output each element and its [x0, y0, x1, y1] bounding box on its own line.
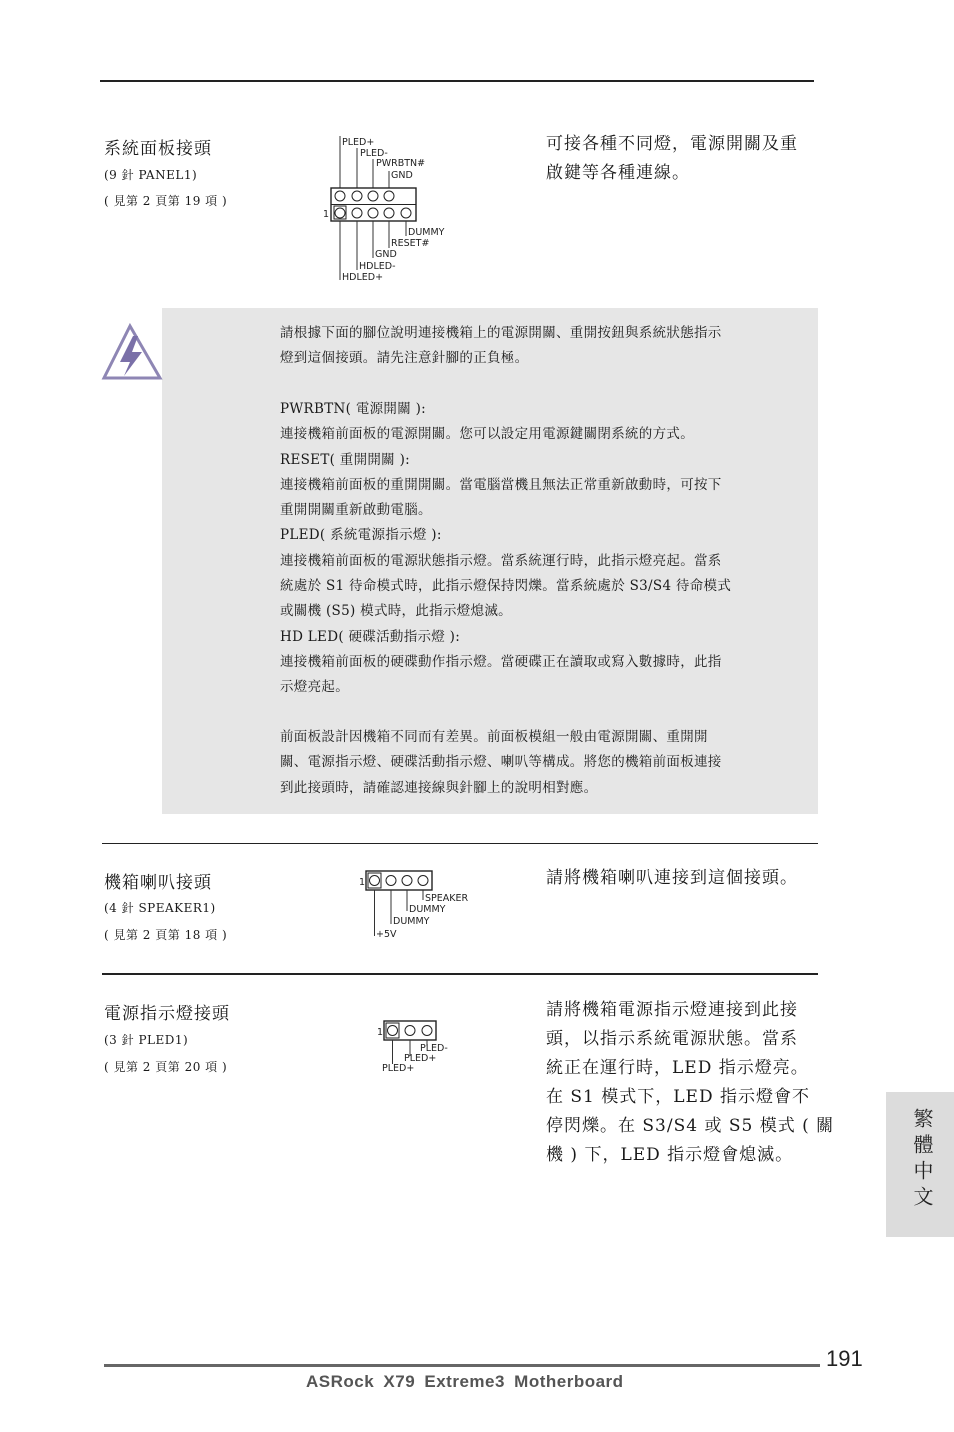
note-line: 重開開關重新啟動電腦。 — [280, 502, 432, 519]
pled-desc-line: 停閃爍。在 S3/S4 或 S5 模式 ( 關 — [546, 1116, 835, 1136]
panel-description — [546, 130, 798, 188]
panel-desc-line: 可接各種不同燈，電源開關及重 — [546, 134, 798, 154]
section-rule — [102, 973, 818, 975]
pin — [352, 191, 362, 201]
pin — [388, 1026, 398, 1036]
language-tab-label: 繁體中文 — [910, 1108, 934, 1212]
pin-one-label: 1 — [323, 209, 330, 220]
note-line: 示燈亮起。 — [280, 679, 349, 696]
note-items — [280, 397, 820, 701]
pled-description — [546, 996, 834, 1170]
note-intro — [280, 321, 820, 372]
note-item-name: PLED( 系統電源指示燈 ): — [280, 527, 442, 544]
speaker-pins: (4 針 SPEAKER1) — [104, 901, 216, 915]
note-closing — [280, 725, 820, 801]
pin — [386, 876, 396, 886]
pin — [401, 208, 411, 218]
warning-lightning-icon — [100, 322, 164, 382]
pin-label: GND — [391, 170, 413, 181]
note-item-name: RESET( 重開開關 ): — [280, 451, 410, 468]
section-rule — [102, 843, 818, 844]
pin — [368, 208, 378, 218]
footer-rule — [104, 1364, 820, 1367]
pled-desc-line: 請將機箱電源指示燈連接到此接 — [546, 1000, 798, 1020]
pled-pin-diagram — [374, 1016, 464, 1076]
note-line: 前面板設計因機箱不同而有差異。前面板模組一般由電源開關、重開開 — [280, 729, 708, 745]
panel-ref: ( 見第 2 頁第 19 項 ) — [104, 194, 228, 208]
pin — [368, 191, 378, 201]
pin — [335, 191, 345, 201]
pin-label: GND — [375, 249, 397, 260]
pin-one-label: 1 — [359, 877, 366, 888]
panel-pin-diagram — [320, 132, 460, 284]
pin-one-label: 1 — [377, 1027, 384, 1038]
note-line: 關、電源指示燈、硬碟活動指示燈、喇叭等構成。將您的機箱前面板連接 — [280, 754, 722, 771]
pin-label: HDLED+ — [342, 272, 384, 283]
pled-ref: ( 見第 2 頁第 20 項 ) — [104, 1060, 228, 1074]
note-line: 燈到這個接頭。請先注意針腳的正負極。 — [280, 350, 529, 367]
pin-label: PLED+ — [404, 1053, 437, 1064]
speaker-desc-line: 請將機箱喇叭連接到這個接頭。 — [546, 868, 798, 888]
note-line: 連接機箱前面板的重開開關。當電腦當機且無法正常重新啟動時，可按下 — [280, 476, 722, 493]
footer-product-name: ASRock X79 Extreme3 Motherboard — [306, 1372, 624, 1391]
pin-label: SPEAKER — [425, 893, 469, 904]
pled-desc-line: 頭，以指示系統電源狀態。當系 — [546, 1029, 798, 1049]
pin-label: DUMMY — [393, 916, 430, 927]
page-number: 191 — [826, 1346, 863, 1371]
speaker-ref: ( 見第 2 頁第 18 項 ) — [104, 928, 228, 942]
note-line: 連接機箱前面板的電源開關。您可以設定用電源鍵關閉系統的方式。 — [280, 426, 694, 443]
pin-label: PLED+ — [342, 137, 375, 148]
pin-label: PLED- — [420, 1043, 448, 1054]
panel-pins: (9 針 PANEL1) — [104, 168, 198, 182]
pled-pins: (3 針 PLED1) — [104, 1033, 189, 1047]
pin-label: PLED+ — [382, 1063, 415, 1074]
pin-label: HDLED- — [359, 261, 396, 272]
pin — [384, 191, 394, 201]
speaker-title: 機箱喇叭接頭 — [104, 873, 212, 893]
pin — [335, 208, 345, 218]
note-line: 到此接頭時，請確認連接線與針腳上的說明相對應。 — [280, 779, 598, 796]
top-rule — [100, 80, 814, 82]
panel-title: 系統面板接頭 — [104, 139, 212, 159]
pin-label: DUMMY — [409, 904, 446, 915]
pin — [405, 1026, 415, 1036]
pin — [384, 208, 394, 218]
pled-desc-line: 在 S1 模式下，LED 指示燈會不 — [546, 1087, 811, 1107]
panel-desc-line: 啟鍵等各種連線。 — [546, 163, 690, 183]
pin-label: RESET# — [391, 238, 430, 249]
language-side-tab — [886, 1092, 954, 1237]
note-line: 連接機箱前面板的電源狀態指示燈。當系統運行時，此指示燈亮起。當系 — [280, 552, 722, 569]
pin-label: +5V — [376, 929, 397, 940]
note-line: 或關機 (S5) 模式時，此指示燈熄滅。 — [280, 603, 512, 620]
note-line: 請根據下面的腳位說明連接機箱上的電源開關、重開按鈕與系統狀態指示 — [280, 325, 722, 341]
pin-label: PWRBTN# — [376, 158, 426, 169]
pin-label: PLED- — [360, 148, 388, 159]
pin — [352, 208, 362, 218]
pin — [418, 876, 428, 886]
pin — [422, 1026, 432, 1036]
note-line: 統處於 S1 待命模式時，此指示燈保持閃爍。當系統處於 S3/S4 待命模式 — [280, 578, 732, 595]
speaker-pin-diagram — [356, 866, 476, 944]
pled-desc-line: 統正在運行時，LED 指示燈亮。 — [546, 1058, 809, 1078]
pled-desc-line: 機 ) 下，LED 指示燈會熄滅。 — [546, 1145, 794, 1165]
speaker-description — [546, 864, 798, 893]
note-item-name: HD LED( 硬碟活動指示燈 ): — [280, 628, 461, 645]
note-line: 連接機箱前面板的硬碟動作指示燈。當硬碟正在讀取或寫入數據時，此指 — [280, 653, 722, 670]
pled-title: 電源指示燈接頭 — [104, 1004, 230, 1024]
pin — [370, 876, 380, 886]
note-item-name: PWRBTN( 電源開關 ): — [280, 401, 427, 417]
pin — [402, 876, 412, 886]
pin-label: DUMMY — [408, 227, 445, 238]
